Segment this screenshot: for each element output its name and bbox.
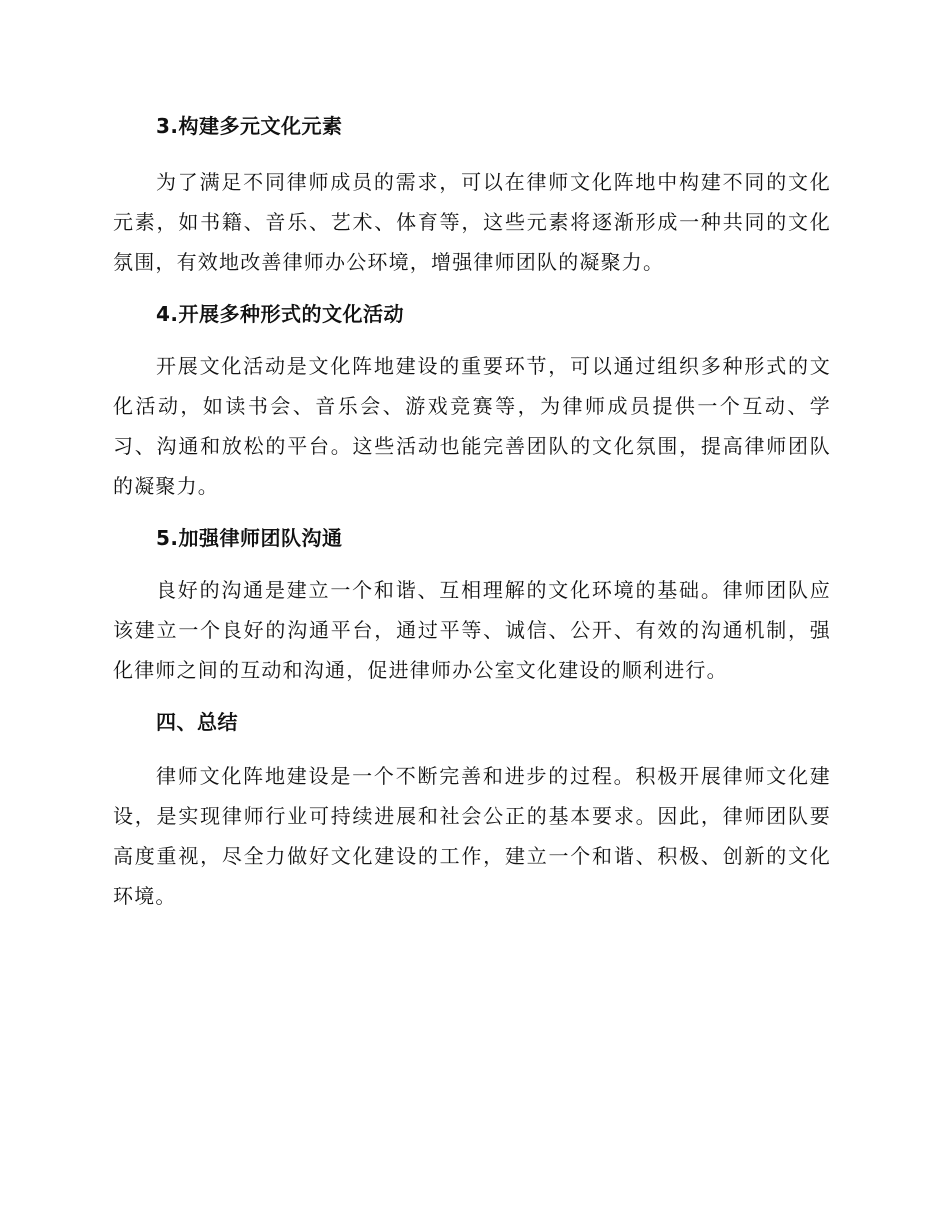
section-paragraph-build-cultural-elements: 为了满足不同律师成员的需求，可以在律师文化阵地中构建不同的文化元素，如书籍、音乐、艺术、体育等，这些元素将逐渐形成一种共同的文化氛围，有效地改善律师办公环境，增强律师团队的凝聚力。 <box>113 170 831 274</box>
section-heading-build-cultural-elements: 3.构建多元文化元素 <box>156 114 343 138</box>
section-paragraph-cultural-activities: 开展文化活动是文化阵地建设的重要环节，可以通过组织多种形式的文化活动，如读书会、音乐会、游戏竞赛等，为律师成员提供一个互动、学习、沟通和放松的平台。这些活动也能完善团队的文化氛围，提高律师团队的凝聚力。 <box>113 354 831 498</box>
section-heading-cultural-activities: 4.开展多种形式的文化活动 <box>156 302 405 326</box>
section-heading-summary: 四、总结 <box>156 710 238 734</box>
section-paragraph-team-communication: 良好的沟通是建立一个和谐、互相理解的文化环境的基础。律师团队应该建立一个良好的沟通平台，通过平等、诚信、公开、有效的沟通机制，强化律师之间的互动和沟通，促进律师办公室文化建设的顺利进行。 <box>113 578 831 682</box>
document-page <box>113 108 831 916</box>
section-heading-team-communication: 5.加强律师团队沟通 <box>156 526 343 550</box>
section-paragraph-summary: 律师文化阵地建设是一个不断完善和进步的过程。积极开展律师文化建设，是实现律师行业可持续进展和社会公正的基本要求。因此，律师团队要高度重视，尽全力做好文化建设的工作，建立一个和谐、积极、创新的文化环境。 <box>113 764 831 908</box>
